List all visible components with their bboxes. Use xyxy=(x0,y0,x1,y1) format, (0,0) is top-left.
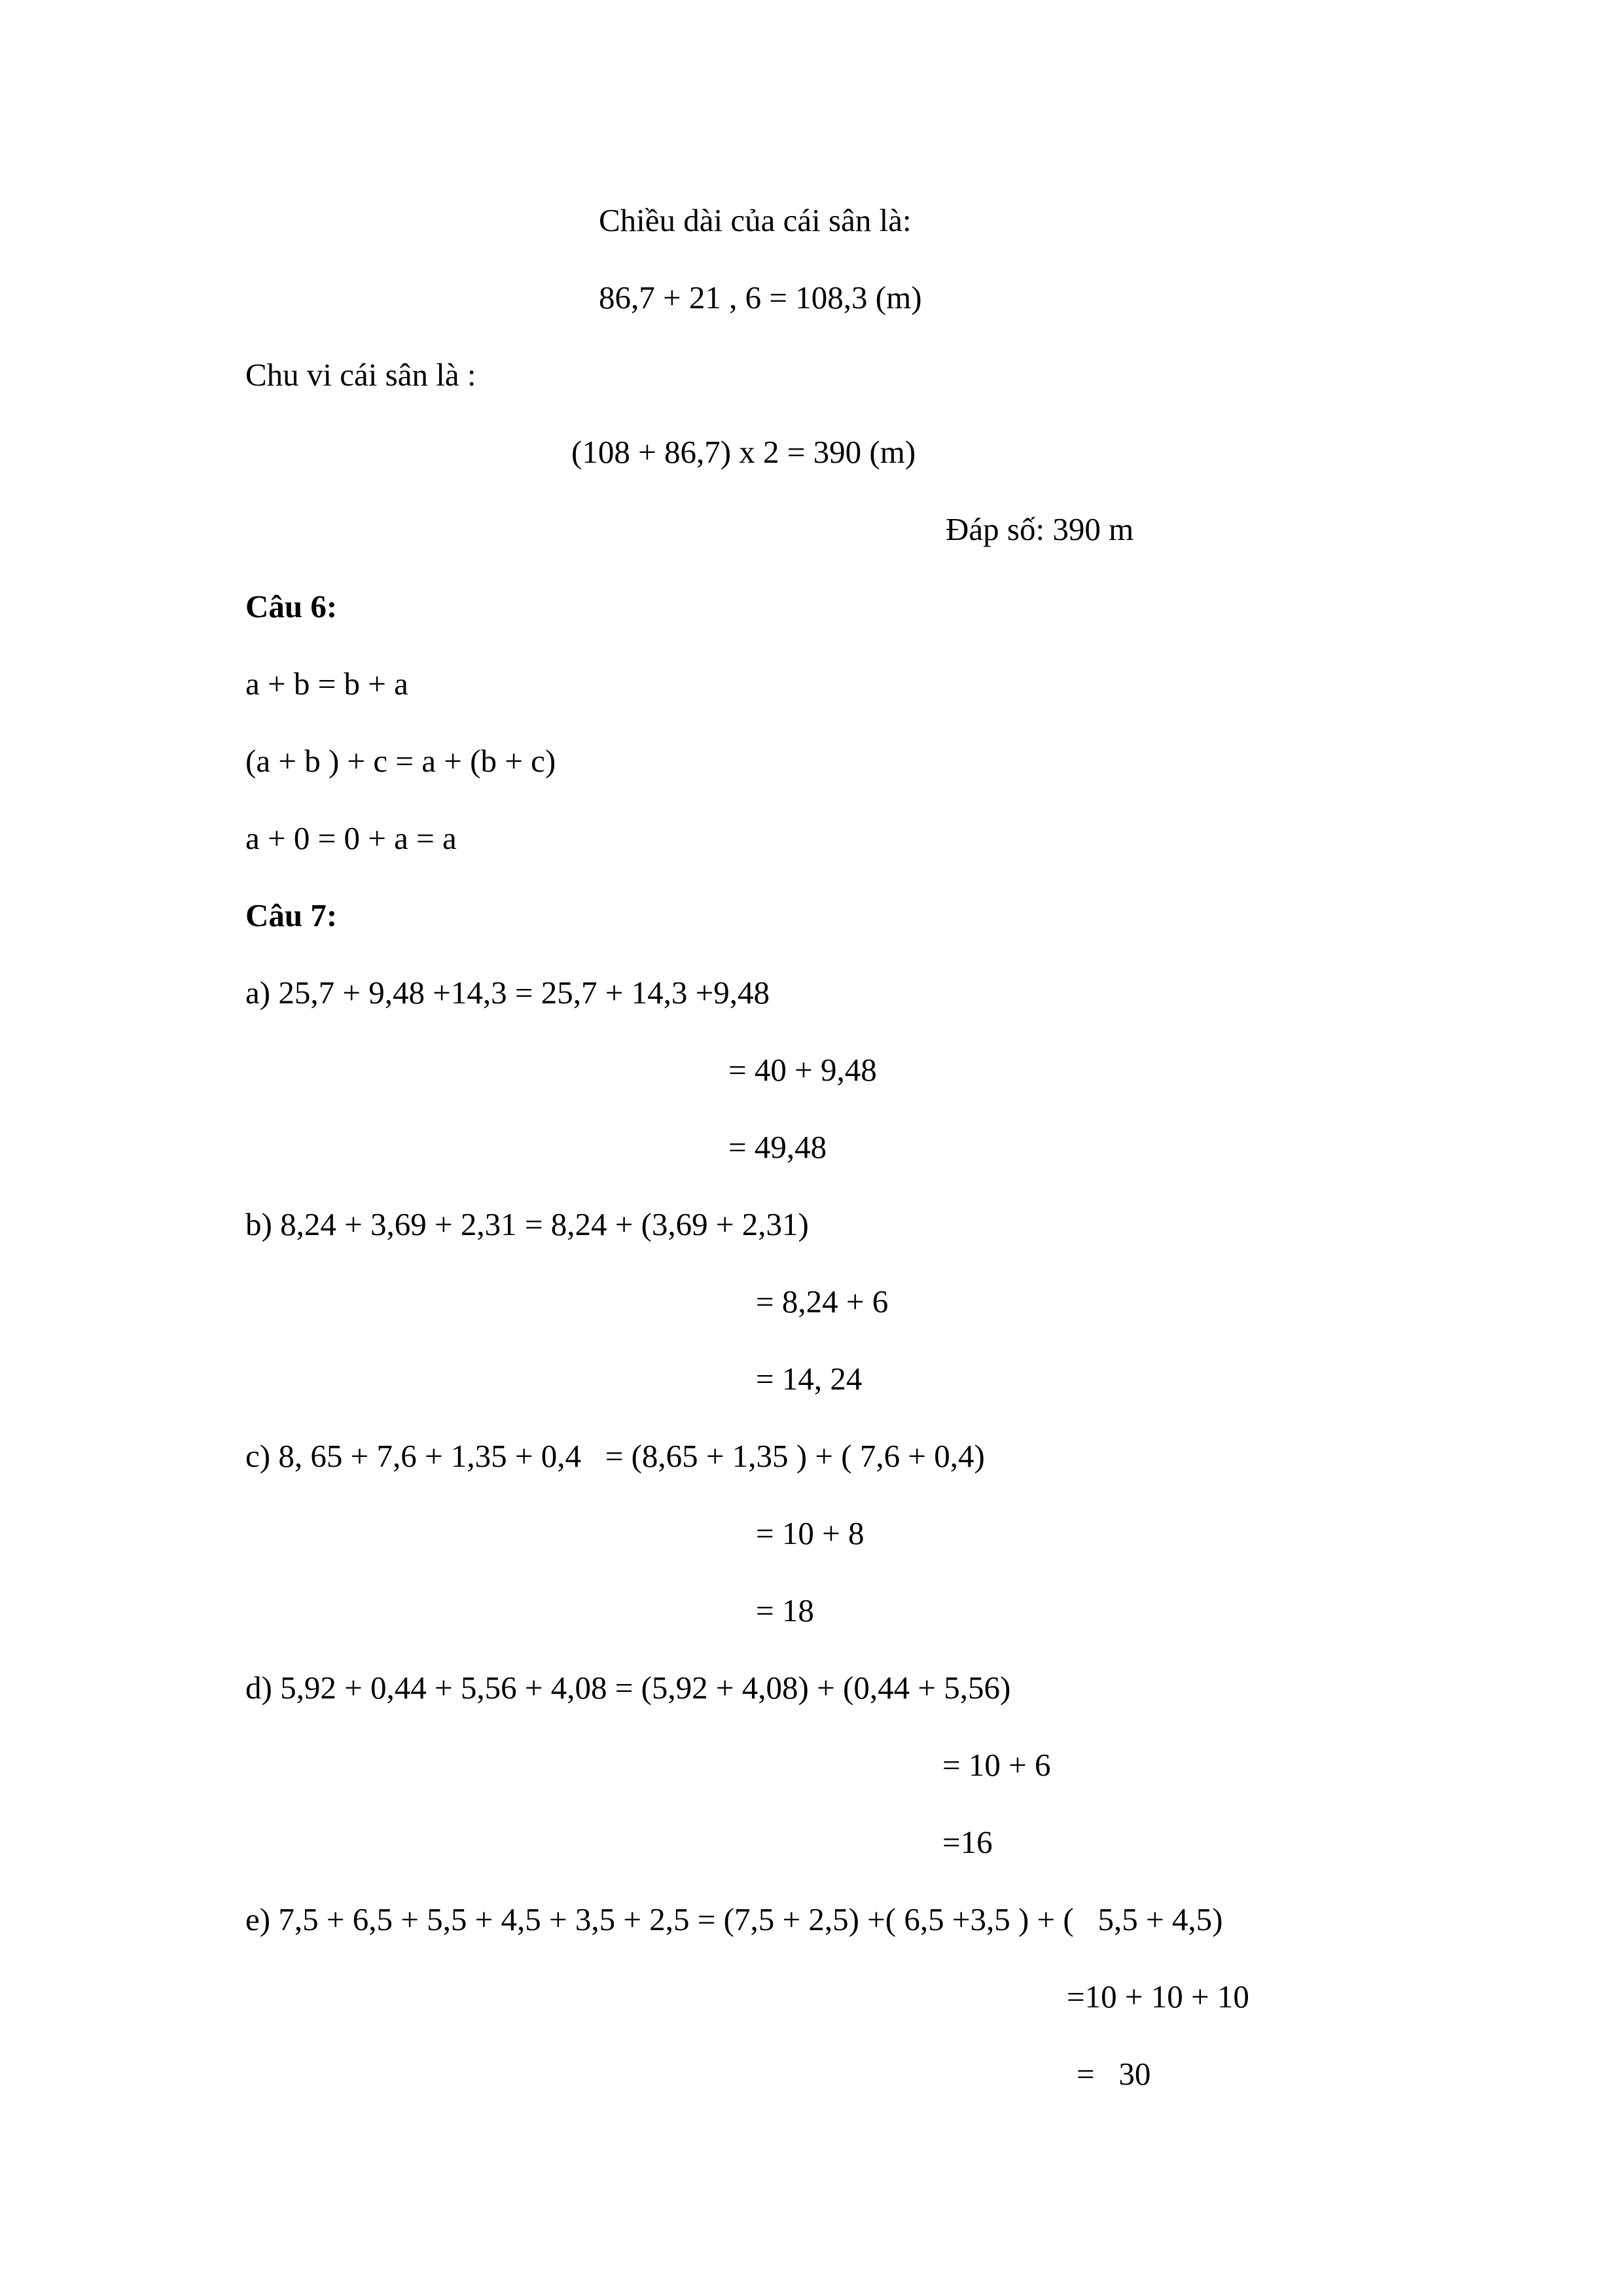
q7c-line-3: = 18 xyxy=(756,1592,814,1628)
q7c-line-2: = 10 + 8 xyxy=(756,1515,865,1551)
question-7-heading: Câu 7: xyxy=(245,897,338,933)
q6-property-line: a + b = b + a xyxy=(245,666,408,702)
q7e-line-2: =10 + 10 + 10 xyxy=(1067,1979,1249,2015)
length-label: Chiều dài của cái sân là: xyxy=(599,202,912,238)
q7b-line-1: b) 8,24 + 3,69 + 2,31 = 8,24 + (3,69 + 2,31) xyxy=(245,1206,809,1242)
q7a-line-1: a) 25,7 + 9,48 +14,3 = 25,7 + 14,3 +9,48 xyxy=(245,975,770,1011)
q7b-line-2: = 8,24 + 6 xyxy=(756,1283,889,1319)
q7d-line-1: d) 5,92 + 0,44 + 5,56 + 4,08 = (5,92 + 4,08) + (0,44 + 5,56) xyxy=(245,1670,1011,1706)
q6-property-line: (a + b ) + c = a + (b + c) xyxy=(245,743,556,779)
q7a-line-3: = 49,48 xyxy=(728,1129,827,1165)
perimeter-label: Chu vi cái sân là : xyxy=(245,357,476,393)
q7a-line-2: = 40 + 9,48 xyxy=(728,1052,877,1088)
q7d-line-2: = 10 + 6 xyxy=(942,1747,1051,1783)
q7d-line-3: =16 xyxy=(942,1824,993,1860)
final-answer: Đáp số: 390 m xyxy=(946,511,1134,547)
q7b-line-3: = 14, 24 xyxy=(756,1361,863,1397)
perimeter-calculation: (108 + 86,7) x 2 = 390 (m) xyxy=(571,434,916,470)
length-calculation: 86,7 + 21 , 6 = 108,3 (m) xyxy=(599,279,922,315)
q7e-line-3: = 30 xyxy=(1077,2056,1151,2092)
q6-property-line: a + 0 = 0 + a = a xyxy=(245,820,457,856)
q7c-line-1: c) 8, 65 + 7,6 + 1,35 + 0,4 = (8,65 + 1,35 ) + ( 7,6 + 0,4) xyxy=(245,1438,985,1474)
question-6-heading: Câu 6: xyxy=(245,588,338,624)
q7e-line-1: e) 7,5 + 6,5 + 5,5 + 4,5 + 3,5 + 2,5 = (7,5 + 2,5) +( 6,5 +3,5 ) + ( 5,5 + 4,5) xyxy=(245,1901,1223,1937)
